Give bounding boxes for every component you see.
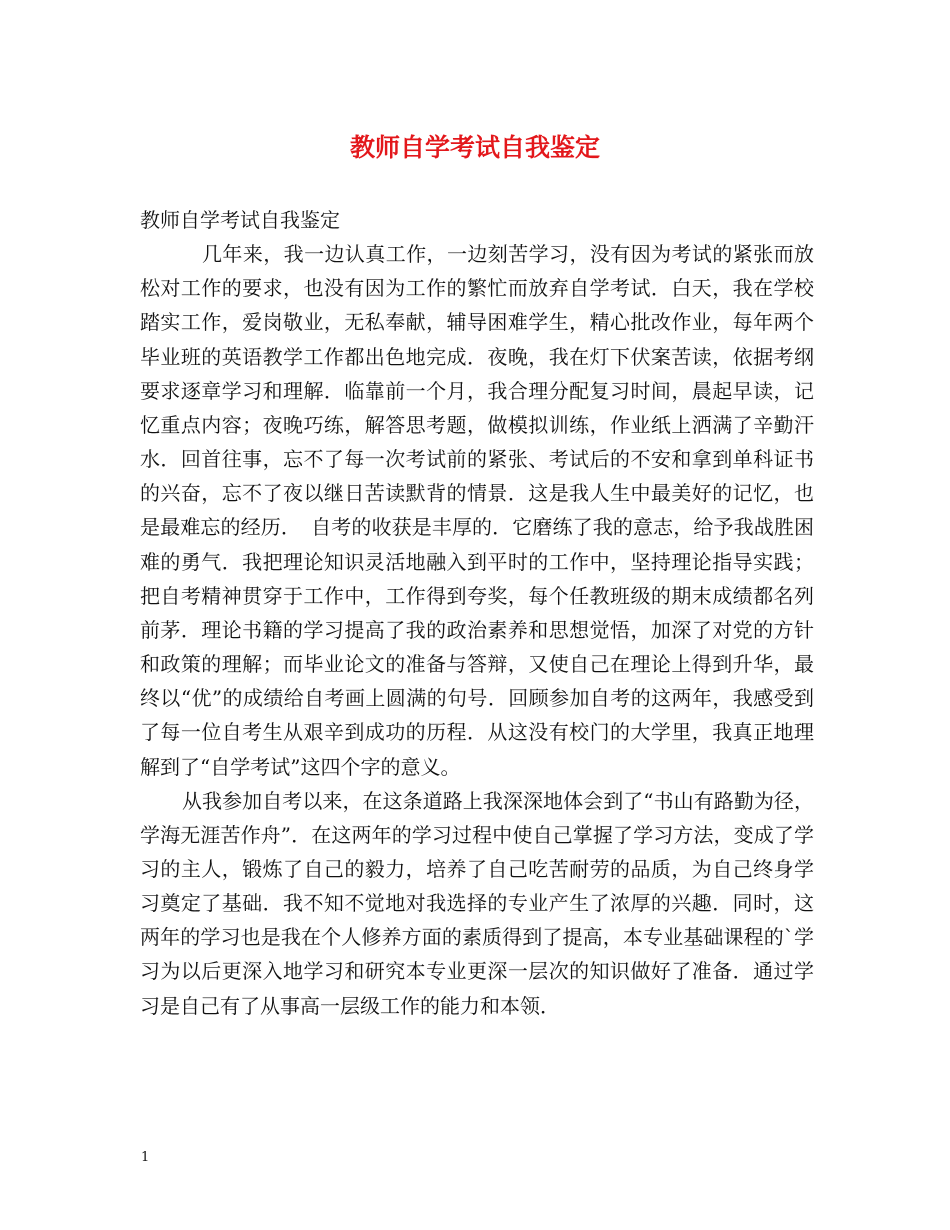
paragraph-2: 从我参加自考以来，在这条道路上我深深地体会到了“书山有路勤为径，学海无涯苦作舟”．在这两年的学习过程中使自己掌握了学习方法，变成了学习的主人，锻炼了自己的毅力，培养了自己吃苦耐劳的品质，为自己终身学习奠定了基础．我不知不觉地对我选择的专业产生了浓厚的兴趣．同时，这两年的学习也是我在个人修养方面的素质得到了提高，本专业基础课程的`学习为以后更深入地学习和研究本专业更深一层次的知识做好了准备．通过学习是自己有了从事高一层级工作的能力和本领． [140,788,814,1018]
page-number: 1 [141,1150,150,1165]
document-title: 教师自学考试自我鉴定 [349,133,600,162]
document-subtitle: 教师自学考试自我鉴定 [140,208,340,232]
paragraph-1: 几年来，我一边认真工作，一边刻苦学习，没有因为考试的紧张而放松对工作的要求，也没有因为工作的繁忙而放弃自学考试．白天，我在学校踏实工作，爱岗敬业，无私奉献，辅导困难学生，精心批改作业，每年两个毕业班的英语教学工作都出色地完成．夜晚，我在灯下伏案苦读，依据考纲要求逐章学习和理解．临靠前一个月，我合理分配复习时间，晨起早读，记忆重点内容；夜晚巧练，解答思考题，做模拟训练，作业纸上洒满了辛勤汗水．回首往事，忘不了每一次考试前的紧张、考试后的不安和拿到单科证书的兴奋，忘不了夜以继日苦读默背的情景．这是我人生中最美好的记忆，也是最难忘的经历． 自考的收获是丰厚的．它磨练了我的意志，给予我战胜困难的勇气．我把理论知识灵活地融入到平时的工作中，坚持理论指导实践；把自考精神贯穿于工作中，工作得到夸奖，每个任教班级的期末成绩都名列前茅．理论书籍的学习提高了我的政治素养和思想觉悟，加深了对党的方针和政策的理解；而毕业论文的准备与答辩，又使自己在理论上得到升华，最终以“优”的成绩给自考画上圆满的句号．回顾参加自考的这两年，我感受到了每一位自考生从艰辛到成功的历程．从这没有校门的大学里，我真正地理解到了“自学考试”这四个字的意义。 [140,242,814,779]
document-body [140,203,814,1023]
